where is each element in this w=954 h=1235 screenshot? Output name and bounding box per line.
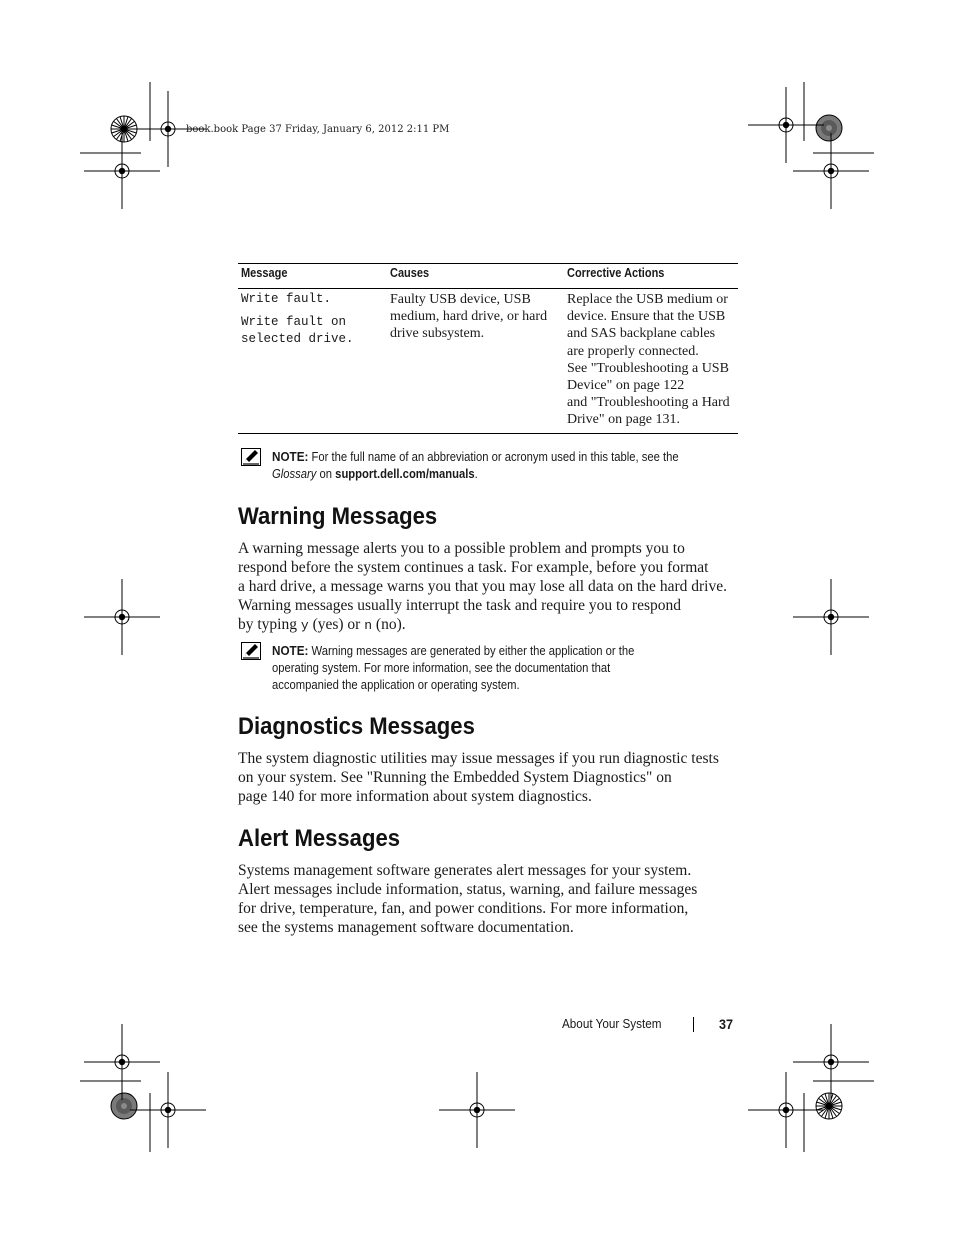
message-write-fault-selected-2: selected drive. (241, 332, 354, 346)
message-write-fault: Write fault. (241, 292, 332, 306)
footer-section-title: About Your System (562, 1016, 662, 1031)
diagnostics-paragraph: The system diagnostic utilities may issue messages if you run diagnostic tests on your system. See "Running the Embedded System Diagnostics" on page 140 for more information about system diagnostics. (238, 750, 719, 805)
page-number: 37 (719, 1016, 734, 1032)
support-link[interactable]: support.dell.com/manuals (335, 467, 475, 481)
note-abbreviations: NOTE: For the full name of an abbreviation or acronym used in this table, see the Glossary on support.dell.com/manuals. (272, 449, 679, 481)
alert-paragraph: Systems management software generates alert messages for your system. Alert messages include information, status, warning, and failure messages for drive, temperature, fan, and power conditions. For more information, see the systems management software documentation. (238, 862, 698, 936)
message-write-fault-selected-1: Write fault on (241, 315, 347, 329)
heading-diagnostics-messages: Diagnostics Messages (238, 713, 475, 740)
table-header-message: Message (241, 266, 288, 280)
table-top-rule (238, 263, 738, 264)
footer-separator (693, 1017, 694, 1032)
table-header-causes: Causes (390, 266, 430, 280)
table-bottom-rule (238, 433, 738, 434)
causes-cell: Faulty USB device, USB medium, hard drive, or hard drive subsystem. (390, 292, 548, 342)
warning-paragraph: A warning message alerts you to a possible problem and prompts you to respond before the system continues a task. For example, before you format a hard drive, a message warns you that you may lose all data on the hard drive. Warning messages usually interrupt the task and require you to respond by typing y (yes) or n (no). (238, 540, 727, 633)
heading-alert-messages: Alert Messages (238, 825, 401, 852)
note-pencil-icon (241, 448, 261, 466)
heading-warning-messages: Warning Messages (238, 503, 438, 530)
note-pencil-icon (241, 642, 261, 660)
print-slug: book.book Page 37 Friday, January 6, 2012 2:11 PM (186, 124, 450, 135)
table-header-corrective-actions: Corrective Actions (567, 266, 665, 280)
corrective-actions-cell: Replace the USB medium or device. Ensure that the USB and SAS backplane cables are properly connected. See "Troubleshooting a USB Device" on page 122 and "Troubleshooting a Hard Drive" on page 131. (567, 292, 730, 428)
note-warning-source: NOTE: Warning messages are generated by either the application or the operating system. For more information, see the documentation that accompanied the application or operating system. (272, 643, 635, 692)
table-header-rule (238, 288, 738, 289)
